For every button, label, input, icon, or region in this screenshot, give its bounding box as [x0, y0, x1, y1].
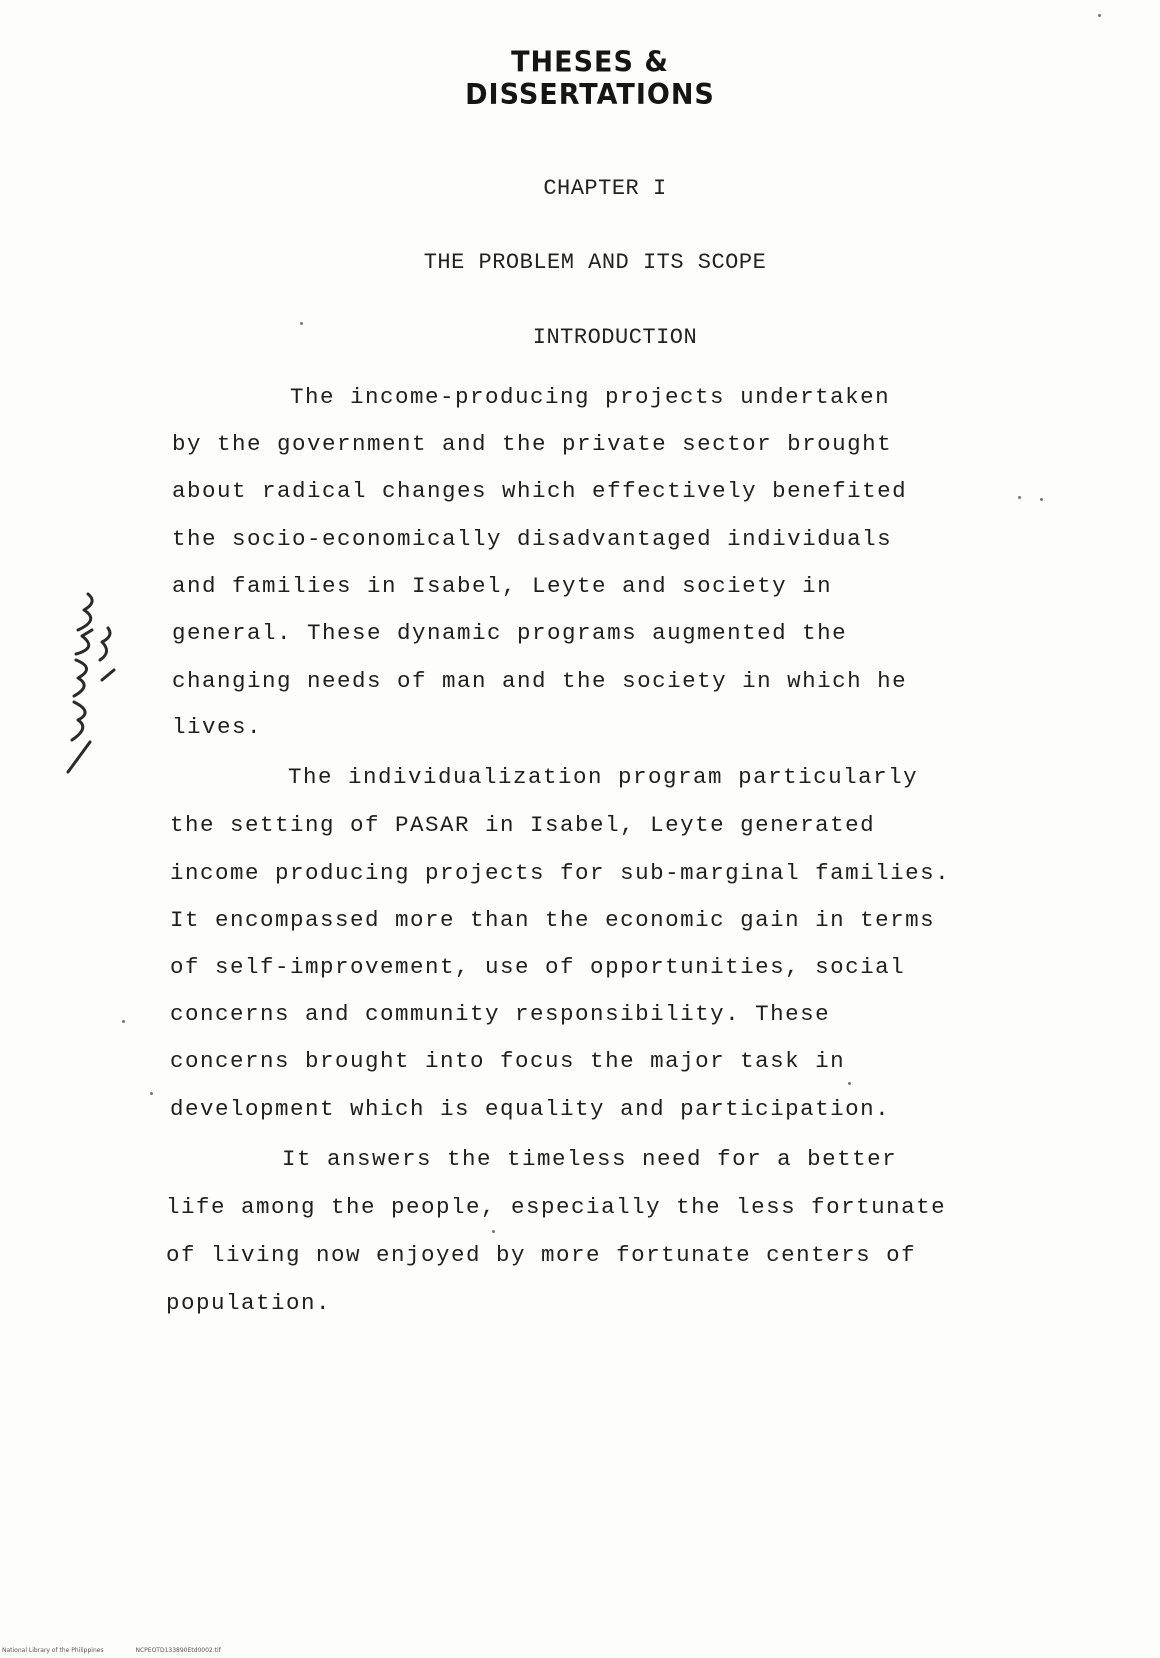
- scan-speck: [1018, 496, 1021, 499]
- body-line: development which is equality and participation.: [170, 1096, 891, 1122]
- body-line: income producing projects for sub-marginal families.: [170, 860, 951, 886]
- body-line: the socio-economically disadvantaged individuals: [172, 526, 893, 552]
- theses-dissertations-stamp: THESES & DISSERTATIONS: [465, 46, 715, 112]
- body-line: It encompassed more than the economic gain in terms: [170, 907, 936, 933]
- scan-speck: [1098, 14, 1101, 17]
- body-line: The individualization program particularly: [288, 764, 919, 790]
- body-line: changing needs of man and the society in which he: [172, 668, 908, 694]
- section-heading: INTRODUCTION: [532, 325, 698, 350]
- body-line: lives.: [172, 714, 263, 740]
- scan-speck: [848, 1082, 851, 1085]
- body-line: about radical changes which effectively benefited: [172, 478, 908, 504]
- body-line: It answers the timeless need for a better: [282, 1146, 898, 1172]
- body-line: and families in Isabel, Leyte and society in: [172, 573, 833, 599]
- body-line: of living now enjoyed by more fortunate centers of: [166, 1242, 917, 1268]
- body-line: The income-producing projects undertaken: [290, 384, 891, 410]
- handwritten-accession-number: [38, 590, 128, 790]
- body-line: concerns brought into focus the major task in: [170, 1048, 846, 1074]
- scan-speck: [122, 1020, 125, 1023]
- scan-speck: [492, 1230, 495, 1233]
- scan-speck: [300, 322, 303, 325]
- chapter-heading: CHAPTER I: [543, 176, 667, 201]
- footer-library: National Library of the Philippines: [2, 1647, 104, 1654]
- scan-speck: [150, 1092, 153, 1095]
- body-line: concerns and community responsibility. These: [170, 1001, 831, 1027]
- body-line: life among the people, especially the less fortunate: [166, 1194, 947, 1220]
- body-line: general. These dynamic programs augmented the: [172, 620, 848, 646]
- body-line: by the government and the private sector brought: [172, 431, 893, 457]
- body-line: of self-improvement, use of opportunities, social: [170, 954, 906, 980]
- scan-speck: [1040, 498, 1043, 501]
- chapter-title: THE PROBLEM AND ITS SCOPE: [423, 250, 767, 275]
- footer-code: NCPEOTD133890Etd0002.tif: [135, 1647, 221, 1654]
- scan-footer: [2, 1647, 251, 1654]
- body-line: the setting of PASAR in Isabel, Leyte generated: [170, 812, 876, 838]
- body-line: population.: [166, 1290, 332, 1316]
